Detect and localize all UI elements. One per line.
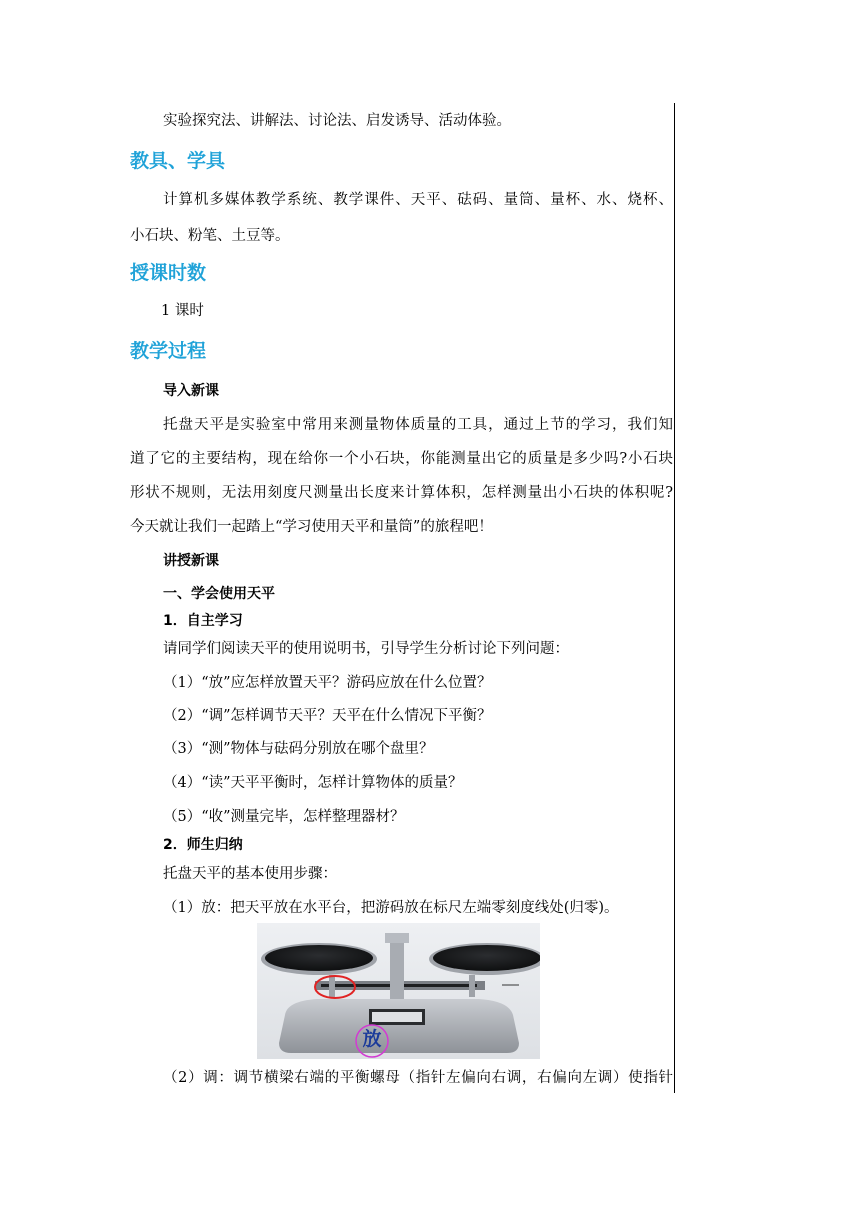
- question-2: （2）“调”怎样调节天平？天平在什么情况下平衡？: [163, 708, 492, 724]
- question-4: （4）“读”天平平衡时，怎样计算物体的质量？: [163, 775, 463, 791]
- sub1-intro: 请同学们阅读天平的使用说明书，引导学生分析讨论下列问题：: [163, 641, 569, 657]
- question-1: （1）“放”应怎样放置天平？游码应放在什么位置？: [163, 675, 492, 691]
- hours-heading: 授课时数: [130, 262, 207, 284]
- intro-line-3: 形状不规则，无法用刻度尺测量出长度来计算体积，怎样测量出小石块的体积呢?: [130, 485, 673, 501]
- tools-line-2: 小石块、粉笔、土豆等。: [130, 228, 290, 244]
- intro-line-2: 道了它的主要结构，现在给你一个小石块，你能测量出它的质量是多少吗?小石块: [130, 451, 673, 467]
- balance-scale-photo: [257, 923, 540, 1059]
- intro-title: 导入新课: [163, 383, 219, 399]
- question-5: （5）“收”测量完毕，怎样整理器材？: [163, 809, 405, 825]
- intro-line-4: 今天就让我们一起踏上“学习使用天平和量筒”的旅程吧！: [130, 519, 493, 535]
- new-lesson-title: 讲授新课: [163, 553, 219, 569]
- methods-text: 实验探究法、讲解法、讨论法、启发诱导、活动体验。: [163, 113, 511, 129]
- balance-scale-illustration: [257, 923, 540, 1059]
- table-border-line: [674, 103, 675, 1093]
- step-1: （1）放：把天平放在水平台，把游码放在标尺左端零刻度线处(归零)。: [163, 900, 619, 916]
- process-heading: 教学过程: [130, 340, 207, 362]
- figure-label: 放: [362, 1028, 382, 1050]
- tools-heading: 教具、学具: [130, 150, 226, 172]
- sub1-title: 1．自主学习: [163, 613, 243, 629]
- tools-line-1: 计算机多媒体教学系统、教学课件、天平、砝码、量筒、量杯、水、烧杯、: [163, 192, 673, 208]
- section1-title: 一、学会使用天平: [163, 586, 275, 602]
- sub2-title: 2．师生归纳: [163, 837, 243, 853]
- sub2-intro: 托盘天平的基本使用步骤：: [163, 866, 337, 882]
- intro-line-1: 托盘天平是实验室中常用来测量物体质量的工具，通过上节的学习，我们知: [163, 417, 673, 433]
- hours-value: 1 课时: [161, 303, 204, 319]
- question-3: （3）“测”物体与砝码分别放在哪个盘里？: [163, 741, 434, 757]
- step-2: （2）调：调节横梁右端的平衡螺母（指针左偏向右调，右偏向左调）使指针: [163, 1070, 673, 1086]
